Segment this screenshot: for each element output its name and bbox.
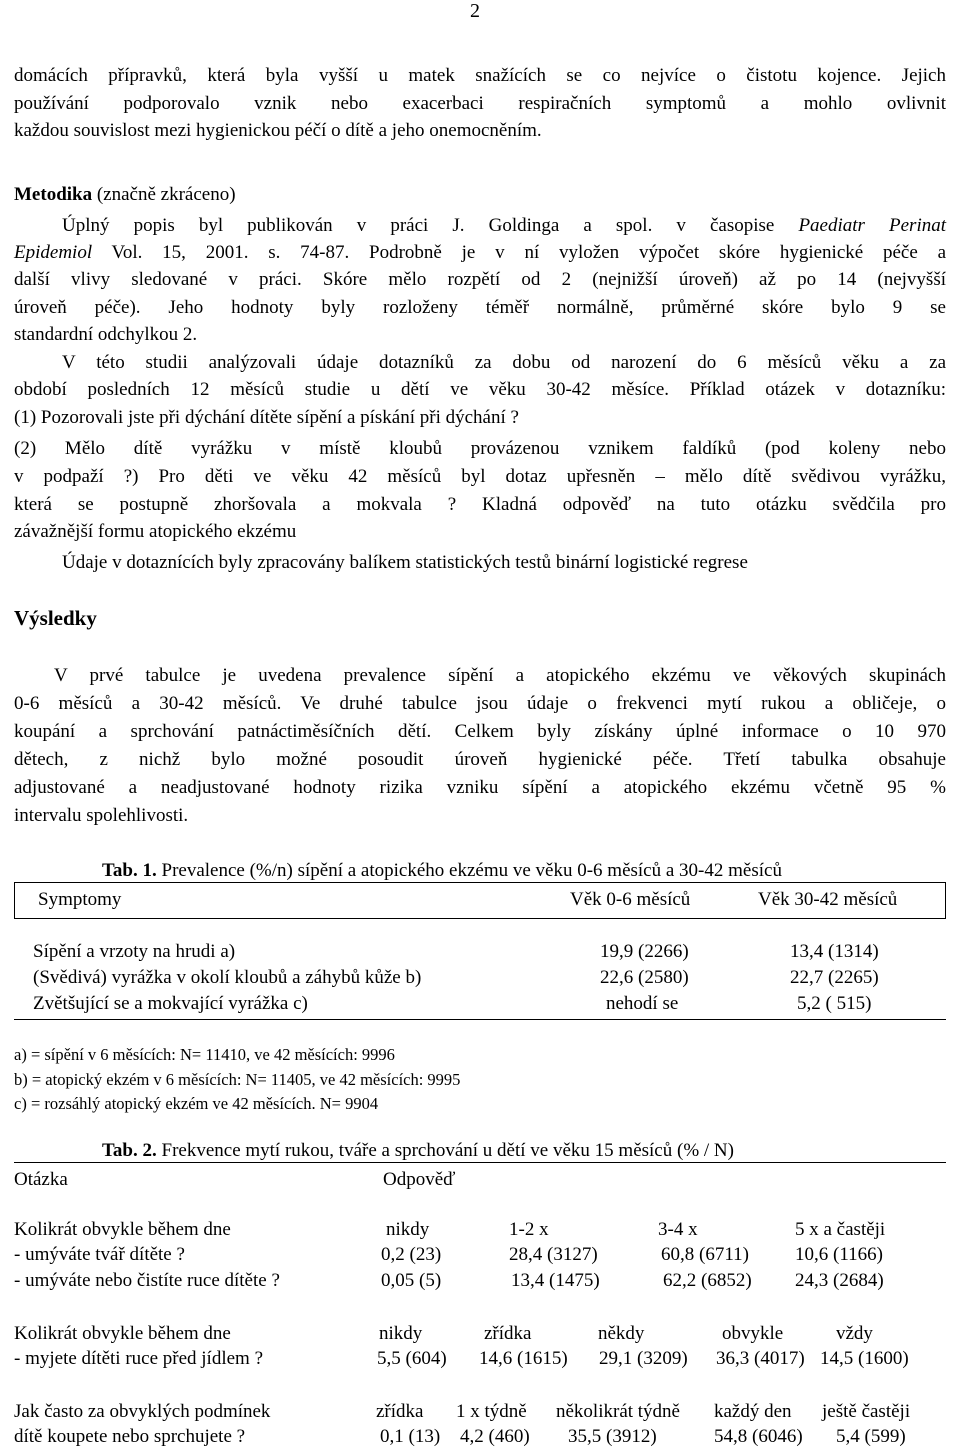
table2-g3-opt-5: ještě častěji	[822, 1401, 911, 1422]
table2-g1-r1-v4: 10,6 (1166)	[795, 1244, 883, 1265]
intro-line-3: každou souvislost mezi hygienickou péčí o dítě a jeho onemocněním.	[14, 120, 542, 141]
intro-line-2: používání podporovalo vznik nebo exacerbaci respiračních symptomů a mohlo ovlivnit	[14, 93, 946, 114]
table2-label: Tab. 2.	[102, 1140, 157, 1161]
table2-g1-r1-v2: 28,4 (3127)	[509, 1244, 598, 1265]
table2-g2-opt-3: někdy	[598, 1323, 645, 1344]
methods-p1-text: Úplný popis byl publikován v práci J. Goldinga a spol. v časopise	[62, 215, 799, 236]
table2-g2-r1-v3: 29,1 (3209)	[599, 1348, 688, 1369]
methods-p1-line-3: další vlivy sledované v práci. Skóre mělo rozpětí od 2 (nejnižší úroveň) až po 14 (nejvyšší	[14, 269, 946, 290]
table2-header-answer: Odpověď	[383, 1169, 456, 1190]
methods-p2-line-7: závažnější formu atopického ekzému	[14, 521, 297, 542]
table2-g2-opt-4: obvykle	[722, 1323, 784, 1344]
table2-g3-r1-v4: 54,8 (6046)	[714, 1426, 803, 1447]
table2-g1-r2-v4: 24,3 (2684)	[795, 1270, 884, 1291]
table1-row2-v2: 22,7 (2265)	[790, 967, 879, 988]
table2-g3-opt-2: 1 x týdně	[456, 1401, 527, 1422]
table2-g1-opt-4: 5 x a častěji	[795, 1219, 886, 1240]
table2-header-question: Otázka	[14, 1169, 68, 1190]
table1-title: Prevalence (%/n) sípění a atopického ekzému ve věku 0-6 měsíců a 30-42 měsíců	[156, 860, 782, 881]
table2-g2-r1-v2: 14,6 (1615)	[479, 1348, 568, 1369]
methods-p2-line-3: (1) Pozorovali jste při dýchání dítěte sípění a pískání při dýchání ?	[14, 407, 519, 428]
table2-g3-r1-label: dítě koupete nebo sprchujete ?	[14, 1426, 246, 1447]
results-heading: Výsledky	[14, 606, 97, 630]
methods-p1-line-1	[14, 212, 946, 240]
table1-header-symptoms: Symptomy	[38, 889, 122, 910]
table2-g1-r2-label: - umýváte nebo čistíte ruce dítěte ?	[14, 1270, 280, 1291]
methods-p2-line-4: (2) Mělo dítě vyrážku v místě kloubů provázenou vznikem faldíků (pod koleny nebo	[14, 438, 946, 459]
table1-row3-label: Zvětšující se a mokvající vyrážka c)	[33, 993, 308, 1014]
table2-g2-r1-v5: 14,5 (1600)	[820, 1348, 909, 1369]
journal-name-cont: Epidemiol	[14, 242, 93, 263]
table1-row1-label: Sípění a vrzoty na hrudi a)	[33, 941, 236, 962]
table2-g1-r1-v3: 60,8 (6711)	[661, 1244, 749, 1265]
table1-left-border	[14, 882, 15, 919]
results-line-4: dětech, z nichž bylo možné posoudit úroveň hygienické péče. Třetí tabulka obsahuje	[14, 749, 946, 770]
table2-g3-r1-v1: 0,1 (13)	[380, 1426, 441, 1447]
table2-g1-r1-label: - umýváte tvář dítěte ?	[14, 1244, 185, 1265]
methods-p1-line-2	[14, 239, 946, 267]
table2-g3-r1-v5: 5,4 (599)	[836, 1426, 906, 1447]
table2-g1-question: Kolikrát obvykle během dne	[14, 1219, 231, 1240]
table2-g3-opt-1: zřídka	[376, 1401, 424, 1422]
table2-g1-r2-v1: 0,05 (5)	[381, 1270, 442, 1291]
table1-row2-label: (Svědivá) vyrážka v okolí kloubů a záhybů kůže b)	[33, 967, 422, 988]
table2-g1-r1-v1: 0,2 (23)	[381, 1244, 442, 1265]
methods-heading-bold: Metodika	[14, 184, 93, 205]
table2-g2-r1-v1: 5,5 (604)	[377, 1348, 447, 1369]
table1-row3-v2: 5,2 ( 515)	[797, 993, 872, 1014]
table1-footnote-a: a) = sípění v 6 měsících: N= 11410, ve 42 měsících: 9996	[14, 1045, 395, 1064]
table1-header-age-30-42: Věk 30-42 měsíců	[758, 889, 898, 910]
table2-g3-opt-4: každý den	[714, 1401, 792, 1422]
table2-top-rule	[14, 1162, 946, 1163]
table1-footnote-c: c) = rozsáhlý atopický ekzém ve 42 měsících. N= 9904	[14, 1094, 379, 1113]
table2-g2-opt-5: vždy	[836, 1323, 873, 1344]
table2-g2-r1-v4: 36,3 (4017)	[716, 1348, 805, 1369]
table1-header-rule	[14, 918, 946, 919]
table1-footnote-b: b) = atopický ekzém v 6 měsících: N= 11405, ve 42 měsících: 9995	[14, 1070, 461, 1089]
table2-g3-question: Jak často za obvyklých podmínek	[14, 1401, 271, 1422]
table2-g2-r1-label: - myjete dítěti ruce před jídlem ?	[14, 1348, 264, 1369]
table1-row3-v1: nehodí se	[606, 993, 679, 1014]
methods-heading	[14, 184, 236, 206]
results-line-1: V prvé tabulce je uvedena prevalence sípění a atopického ekzému ve věkových skupinách	[54, 665, 946, 686]
table2-g1-opt-2: 1-2 x	[509, 1219, 549, 1240]
table2-title: Frekvence mytí rukou, tváře a sprchování u dětí ve věku 15 měsíců (% / N)	[156, 1140, 734, 1161]
table2-g3-opt-3: několikrát týdně	[556, 1401, 680, 1422]
table2-g2-opt-1: nikdy	[379, 1323, 423, 1344]
results-line-2: 0-6 měsíců a 30-42 měsíců. Ve druhé tabulce jsou údaje o frekvenci mytí rukou a obličeje, o	[14, 693, 946, 714]
methods-p2-line-6: která se postupně zhoršovala a mokvala ? Kladná odpověď na tuto otázku svědčila pro	[14, 494, 946, 515]
table2-g2-question: Kolikrát obvykle během dne	[14, 1323, 231, 1344]
methods-heading-note: (značně zkráceno)	[92, 184, 236, 205]
table1-row2-v1: 22,6 (2580)	[600, 967, 689, 988]
table1-label: Tab. 1.	[102, 860, 157, 881]
methods-p1-line-4: úroveň péče). Jeho hodnoty byly rozloženy téměř normálně, průměrné skóre bylo 9 se	[14, 297, 946, 318]
table1-top-rule	[14, 882, 946, 883]
table2-g3-r1-v2: 4,2 (460)	[460, 1426, 530, 1447]
results-line-6: intervalu spolehlivosti.	[14, 805, 189, 826]
methods-p2-line-2: období posledních 12 měsíců studie u dětí ve věku 30-42 měsíce. Příklad otázek v dotazníku:	[14, 379, 946, 400]
table1-bottom-rule	[14, 1019, 946, 1020]
table1-row1-v1: 19,9 (2266)	[600, 941, 689, 962]
page-number: 2	[470, 0, 480, 22]
table1-header-age-0-6: Věk 0-6 měsíců	[570, 889, 691, 910]
results-line-3: koupání a sprchování patnáctiměsíčních dětí. Celkem byly získány úplné informace o 10 970	[14, 721, 946, 742]
table2-g3-r1-v3: 35,5 (3912)	[568, 1426, 657, 1447]
table2-g2-opt-2: zřídka	[484, 1323, 532, 1344]
journal-name: Paediatr Perinat	[798, 215, 946, 236]
table2-caption	[102, 1140, 734, 1162]
methods-p1-line-5: standardní odchylkou 2.	[14, 324, 198, 345]
intro-line-1: domácích přípravků, která byla vyšší u matek snažících se co nejvíce o čistotu kojence. Jejich	[14, 65, 946, 86]
table2-g1-opt-1: nikdy	[386, 1219, 430, 1240]
methods-p2-line-5: v podpaží ?) Pro děti ve věku 42 měsíců byl dotaz upřesněn – mělo dítě svědivou vyrážku,	[14, 466, 946, 487]
table2-g1-r2-v2: 13,4 (1475)	[511, 1270, 600, 1291]
results-line-5: adjustované a neadjustované hodnoty rizika vzniku sípění a atopického ekzému včetně 95 %	[14, 777, 946, 798]
table1-caption	[102, 860, 782, 882]
methods-p2-line-1: V této studii analýzovali údaje dotazníků za dobu od narození do 6 měsíců věku a za	[62, 352, 946, 373]
table1-right-border	[945, 882, 946, 919]
table2-g1-r2-v3: 62,2 (6852)	[663, 1270, 752, 1291]
table2-g1-opt-3: 3-4 x	[658, 1219, 698, 1240]
table1-row1-v2: 13,4 (1314)	[790, 941, 879, 962]
methods-p1-text-2: Vol. 15, 2001. s. 74-87. Podrobně je v ní vyložen výpočet skóre hygienické péče a	[92, 242, 946, 263]
methods-p3: Údaje v dotaznících byly zpracovány balíkem statistických testů binární logistické regrese	[62, 552, 748, 573]
